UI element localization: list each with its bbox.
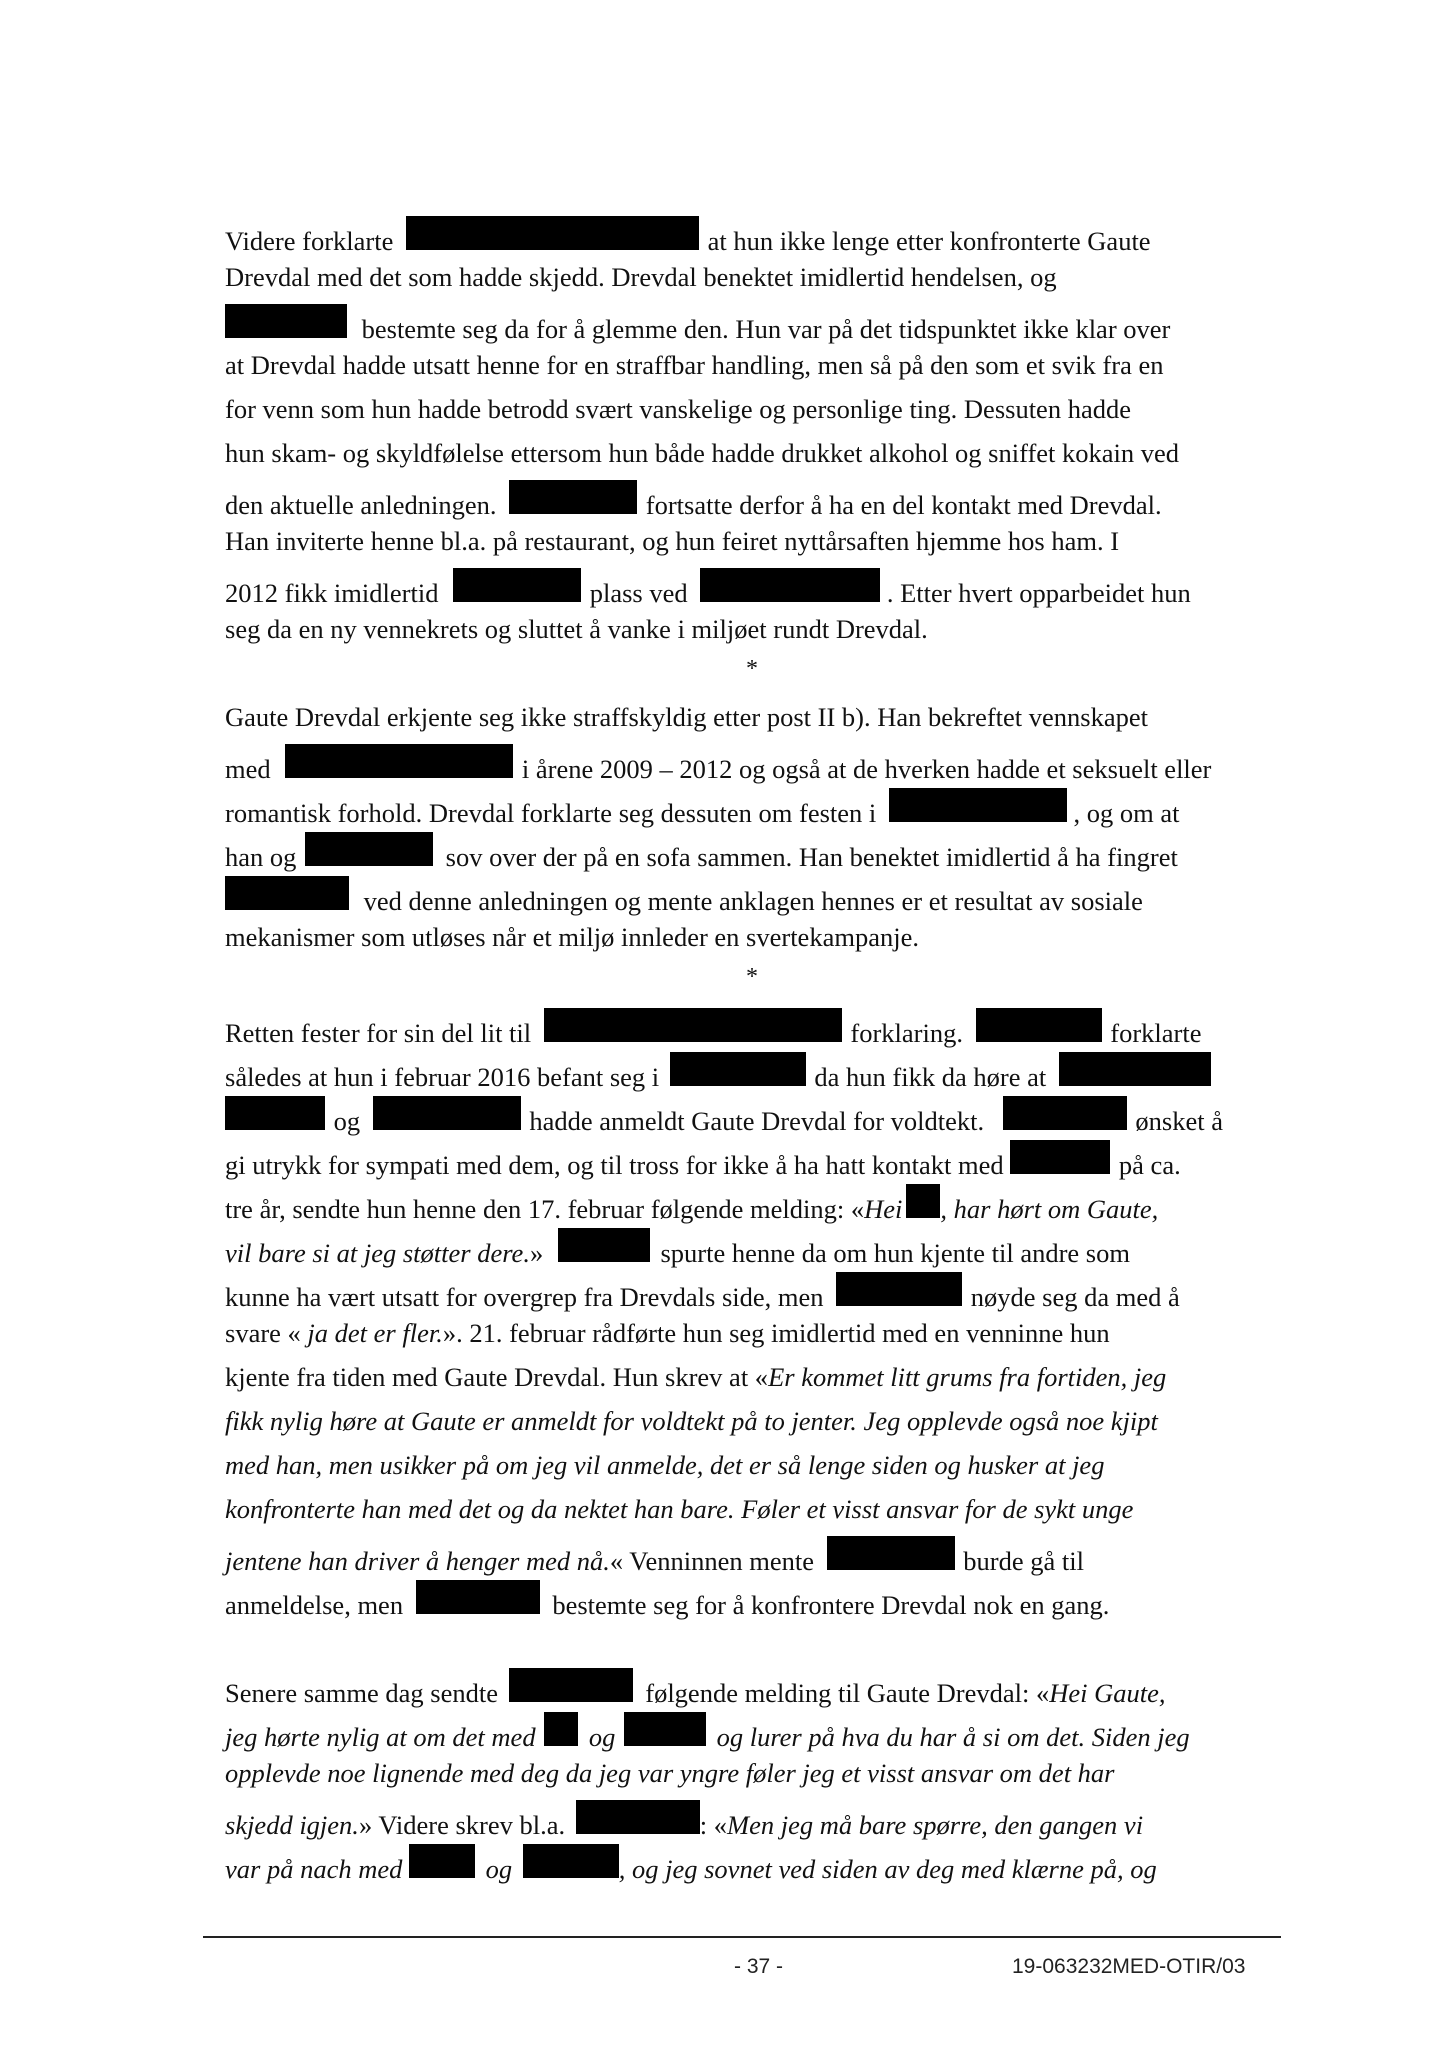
text-run: Drevdal med det som hadde skjedd. Drevdal benektet imidlertid hendelsen, og [225, 262, 1057, 292]
paragraph-line [225, 1272, 1180, 1314]
text-run: og lurer på hva du har å si om det. Siden jeg [716, 1722, 1190, 1752]
paragraph-line [225, 1008, 1201, 1050]
text-run: således at hun i februar 2016 befant seg i [225, 1062, 660, 1092]
text-run: den aktuelle anledningen. [225, 490, 497, 520]
text-run: seg da en ny vennekrets og sluttet å vanke i miljøet rundt Drevdal. [225, 614, 928, 644]
text-run: at Drevdal hadde utsatt henne for en straffbar handling, men så på den som et svik fra en [225, 350, 1164, 380]
paragraph-line [225, 1096, 1223, 1138]
paragraph-line [225, 568, 1191, 610]
text-run: » [529, 1238, 544, 1268]
text-run: anmeldelse, men [225, 1590, 404, 1620]
text-run: Gaute Drevdal erkjente seg ikke straffskyldig etter post II b). Han bekreftet vennskapet [225, 702, 1148, 732]
redaction-box [558, 1228, 650, 1262]
paragraph-line [225, 348, 1163, 382]
text-run: på ca. [1118, 1150, 1181, 1180]
redaction-box [670, 1052, 806, 1086]
text-run: og [485, 1854, 513, 1884]
text-run: nøyde seg da med å [970, 1282, 1180, 1312]
paragraph-line [225, 1712, 1190, 1754]
text-run: fortsatte derfor å ha en del kontakt med Drevdal. [645, 490, 1162, 520]
section-separator: * [746, 656, 758, 682]
text-run: ja det er fler. [300, 1318, 443, 1348]
paragraph-line [225, 1536, 1084, 1578]
text-run: spurte henne da om hun kjente til andre som [660, 1238, 1130, 1268]
text-run: Men jeg må bare spørre, den gangen vi [727, 1810, 1144, 1840]
redaction-box [906, 1184, 940, 1218]
paragraph-line [225, 1052, 1211, 1094]
redaction-box [416, 1580, 540, 1614]
text-run: plass ved [589, 578, 688, 608]
text-run: i årene 2009 – 2012 og også at de hverken hadde et seksuelt eller [521, 754, 1212, 784]
text-run: burde gå til [963, 1546, 1084, 1576]
text-run: kunne ha vært utsatt for overgrep fra Drevdals side, men [225, 1282, 824, 1312]
text-run: mekanismer som utløses når et miljø innleder en svertekampanje. [225, 922, 919, 952]
text-run: . Etter hvert opparbeidet hun [886, 578, 1191, 608]
text-run: , har hørt om Gaute, [940, 1194, 1159, 1224]
case-number: 19-063232MED-OTIR/03 [1012, 1955, 1246, 1978]
text-run: jeg hørte nylig at om det med [225, 1722, 536, 1752]
redaction-box [1003, 1096, 1127, 1130]
redaction-box [827, 1536, 955, 1570]
redaction-box [836, 1272, 962, 1306]
paragraph-line [225, 1228, 1130, 1270]
redaction-box [889, 788, 1067, 822]
paragraph-line [225, 260, 1057, 294]
paragraph-line [225, 1360, 1166, 1394]
paragraph-line [225, 1492, 1133, 1526]
text-run: var på nach med [225, 1854, 403, 1884]
text-run: Er kommet litt grums fra fortiden, jeg [768, 1362, 1167, 1392]
paragraph-line [225, 436, 1179, 470]
redaction-box [544, 1712, 578, 1746]
text-run: og [588, 1722, 616, 1752]
text-run: Videre forklarte [225, 226, 394, 256]
paragraph-line [225, 920, 919, 954]
redaction-box [453, 568, 581, 602]
text-run: , og om at [1073, 798, 1180, 828]
redaction-box [544, 1008, 842, 1042]
text-run: konfronterte han med det og da nektet han bare. Føler et visst ansvar for de sykt unge [225, 1494, 1134, 1524]
text-run: svare « [225, 1318, 301, 1348]
redaction-box [509, 1668, 633, 1702]
redaction-box [509, 480, 637, 514]
redaction-box [523, 1844, 619, 1878]
paragraph-line [225, 1184, 1158, 1226]
text-run: fikk nylig høre at Gaute er anmeldt for voldtekt på to jenter. Jeg opplevde også noe kjipt [225, 1406, 1158, 1436]
text-run: » Videre skrev bl.a. [358, 1810, 566, 1840]
footer-rule [203, 1936, 1281, 1938]
paragraph-line [225, 788, 1180, 830]
text-run: ». 21. februar rådførte hun seg imidlertid med en venninne hun [442, 1318, 1110, 1348]
text-run: , og jeg sovnet ved siden av deg med klærne på, og [618, 1854, 1157, 1884]
paragraph-line [225, 480, 1162, 522]
text-run: med [225, 754, 271, 784]
redaction-box [700, 568, 880, 602]
text-run: ønsket å [1135, 1106, 1223, 1136]
paragraph-line [225, 612, 928, 646]
redaction-box [406, 216, 699, 250]
text-run: tre år, sendte hun henne den 17. februar følgende melding: « [225, 1194, 865, 1224]
text-run: at hun ikke lenge etter konfronterte Gaute [707, 226, 1151, 256]
paragraph-line [225, 524, 1119, 558]
text-run: « Venninnen mente [609, 1546, 814, 1576]
redaction-box [1010, 1140, 1110, 1174]
redaction-box [305, 832, 433, 866]
paragraph-line [225, 832, 1178, 874]
text-run: og [333, 1106, 361, 1136]
section-separator: * [746, 964, 758, 990]
paragraph-line [225, 1800, 1143, 1842]
paragraph-line [225, 216, 1151, 258]
text-run: hun skam- og skyldfølelse ettersom hun både hadde drukket alkohol og sniffet kokain ved [225, 438, 1180, 468]
redaction-box [1059, 1052, 1211, 1086]
paragraph-line [225, 1404, 1158, 1438]
redaction-box [225, 1096, 325, 1130]
paragraph-line [225, 700, 1148, 734]
paragraph-line [225, 1756, 1115, 1790]
redaction-box [225, 304, 347, 338]
text-run: han og [225, 842, 297, 872]
paragraph-line [225, 876, 1143, 918]
text-run: for venn som hun hadde betrodd svært vanskelige og personlige ting. Dessuten hadde [225, 394, 1131, 424]
text-run: kjente fra tiden med Gaute Drevdal. Hun skrev at « [225, 1362, 769, 1392]
text-run: hadde anmeldt Gaute Drevdal for voldtekt. [529, 1106, 985, 1136]
text-run: 2012 fikk imidlertid [225, 578, 439, 608]
text-run: Hei [864, 1194, 903, 1224]
paragraph-line [225, 304, 1170, 346]
text-run: ved denne anledningen og mente anklagen hennes er et resultat av sosiale [363, 886, 1143, 916]
text-run: Senere samme dag sendte [225, 1678, 498, 1708]
text-run: med han, men usikker på om jeg vil anmelde, det er så lenge siden og husker at jeg [225, 1450, 1105, 1480]
paragraph-line [225, 392, 1131, 426]
paragraph-line [225, 1140, 1181, 1182]
text-run: sov over der på en sofa sammen. Han benektet imidlertid å ha fingret [445, 842, 1178, 872]
redaction-box [976, 1008, 1102, 1042]
redaction-box [225, 876, 349, 910]
text-run: forklarte [1110, 1018, 1202, 1048]
text-run: opplevde noe lignende med deg da jeg var yngre føler jeg et visst ansvar om det har [225, 1758, 1115, 1788]
paragraph-line [225, 1316, 1110, 1350]
redaction-box [373, 1096, 521, 1130]
paragraph-line [225, 1844, 1157, 1886]
text-run: Hei Gaute, [1049, 1678, 1166, 1708]
text-run: vil bare si at jeg støtter dere. [225, 1238, 530, 1268]
paragraph-line [225, 1580, 1109, 1622]
redaction-box [576, 1800, 700, 1834]
paragraph-line [225, 1448, 1104, 1482]
redaction-box [624, 1712, 706, 1746]
text-run: Retten fester for sin del lit til [225, 1018, 532, 1048]
text-run: bestemte seg for å konfrontere Drevdal nok en gang. [552, 1590, 1110, 1620]
text-run: jentene han driver å henger med nå. [225, 1546, 610, 1576]
text-run: bestemte seg da for å glemme den. Hun var på det tidspunktet ikke klar over [361, 314, 1171, 344]
text-run: forklaring. [850, 1018, 963, 1048]
paragraph-line [225, 744, 1211, 786]
redaction-box [285, 744, 513, 778]
text-run: : « [699, 1810, 727, 1840]
text-run: skjedd igjen. [225, 1810, 359, 1840]
text-run: gi utrykk for sympati med dem, og til tross for ikke å ha hatt kontakt med [225, 1150, 1004, 1180]
paragraph-line [225, 1668, 1166, 1710]
page-number: - 37 - [734, 1955, 784, 1978]
text-run: følgende melding til Gaute Drevdal: « [645, 1678, 1050, 1708]
text-run: da hun fikk da høre at [814, 1062, 1047, 1092]
redaction-box [409, 1844, 475, 1878]
text-run: romantisk forhold. Drevdal forklarte seg dessuten om festen i [225, 798, 877, 828]
text-run: Han inviterte henne bl.a. på restaurant, og hun feiret nyttårsaften hjemme hos ham. I [225, 526, 1120, 556]
